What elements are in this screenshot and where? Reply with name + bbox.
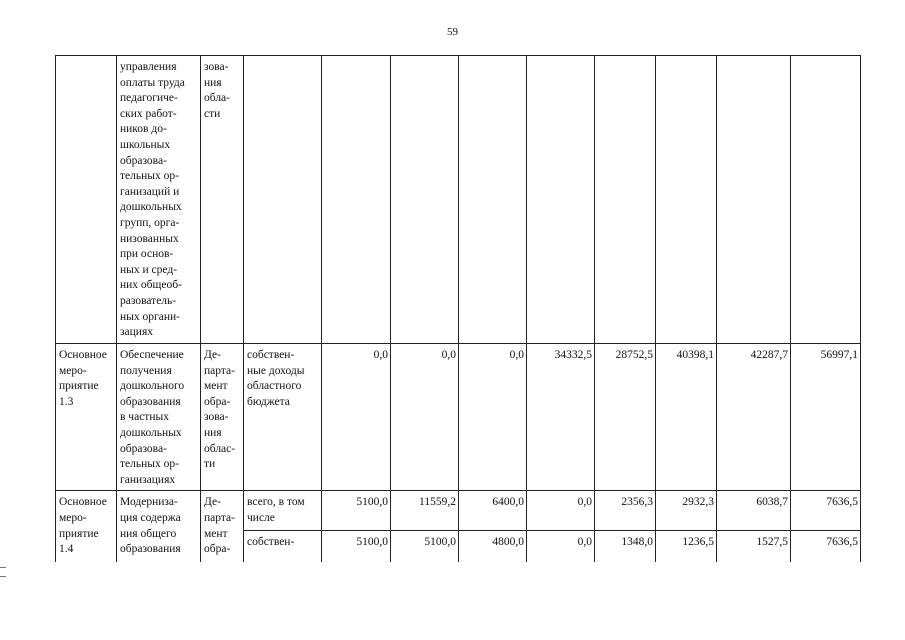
value-cell: [717, 56, 791, 344]
value-cell: [791, 56, 861, 344]
page-bottom-margin: [0, 562, 905, 640]
event-name-cell: управления оплаты труда педагогиче- ских работ- ников до- школьных образова- тельных ор- ганизаций и дошкольных групп, орга- низованных при основ- ных и сред- них общеоб- разователь- ных органи- зациях: [117, 56, 201, 344]
value-cell: [459, 56, 527, 344]
event-label-cell: Основное меро- приятие 1.4: [56, 491, 117, 571]
value-cell: 5100,0: [322, 491, 391, 531]
value-cell: 5100,0: [391, 531, 459, 571]
budget-table: [55, 55, 861, 571]
scan-edge-mark: [0, 567, 6, 577]
value-cell: 7636,5: [791, 531, 861, 571]
value-cell: 0,0: [527, 491, 595, 531]
value-cell: 6400,0: [459, 491, 527, 531]
value-cell: 40398,1: [656, 344, 717, 491]
value-cell: 0,0: [391, 344, 459, 491]
value-cell: 28752,5: [595, 344, 656, 491]
event-label-cell: [56, 56, 117, 344]
funding-source-cell: собствен- ные доходы областного бюджета: [244, 344, 322, 491]
value-cell: 0,0: [322, 344, 391, 491]
value-cell: 1527,5: [717, 531, 791, 571]
value-cell: 34332,5: [527, 344, 595, 491]
event-name-cell: Модерниза- ция содержа ния общего образования: [117, 491, 201, 571]
table-row: [56, 344, 861, 491]
value-cell: [656, 56, 717, 344]
value-cell: 6038,7: [717, 491, 791, 531]
funding-source-cell: собствен-: [244, 531, 322, 571]
value-cell: 11559,2: [391, 491, 459, 531]
value-cell: 5100,0: [322, 531, 391, 571]
executor-cell: Де- парта- мент обра-: [201, 491, 244, 571]
value-cell: 0,0: [459, 344, 527, 491]
value-cell: [595, 56, 656, 344]
value-cell: 42287,7: [717, 344, 791, 491]
value-cell: [322, 56, 391, 344]
table-row: [56, 491, 861, 531]
funding-source-cell: всего, в том числе: [244, 491, 322, 531]
executor-cell: зова- ния обла- сти: [201, 56, 244, 344]
funding-source-cell: [244, 56, 322, 344]
value-cell: [391, 56, 459, 344]
value-cell: 1236,5: [656, 531, 717, 571]
event-name-cell: Обеспечение получения дошкольного образования в частных дошкольных образова- тельных ор- ганизациях: [117, 344, 201, 491]
value-cell: 1348,0: [595, 531, 656, 571]
value-cell: 56997,1: [791, 344, 861, 491]
value-cell: 7636,5: [791, 491, 861, 531]
table-row: [56, 56, 861, 344]
value-cell: 0,0: [527, 531, 595, 571]
value-cell: 2356,3: [595, 491, 656, 531]
value-cell: 2932,3: [656, 491, 717, 531]
value-cell: [527, 56, 595, 344]
page-number: 59: [447, 26, 458, 38]
executor-cell: Де- парта- мент обра- зова- ния облас- ти: [201, 344, 244, 491]
event-label-cell: Основное меро- приятие 1.3: [56, 344, 117, 491]
value-cell: 4800,0: [459, 531, 527, 571]
